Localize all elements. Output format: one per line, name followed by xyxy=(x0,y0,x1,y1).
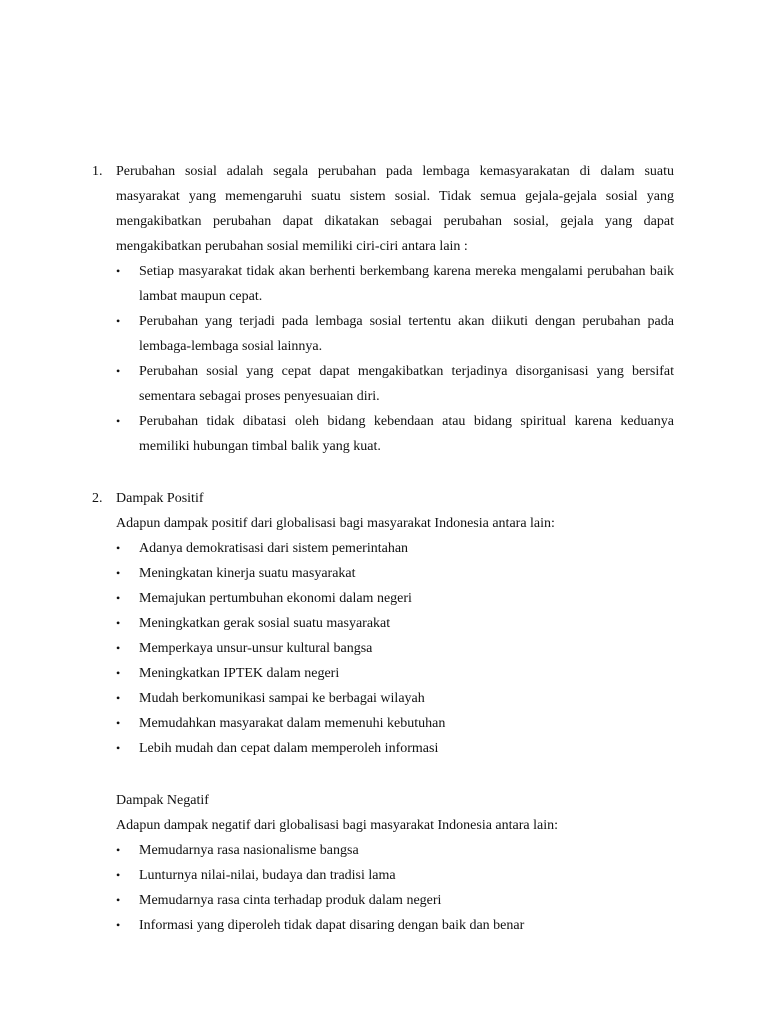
bullet-item xyxy=(116,711,674,736)
section-intro: Adapun dampak negatif dari globalisasi bagi masyarakat Indonesia antara lain: xyxy=(116,818,559,833)
list-item-body xyxy=(116,159,674,459)
bullet-item xyxy=(116,636,674,661)
bullet-item xyxy=(116,586,674,611)
bullet-icon: • xyxy=(116,641,121,655)
list-item-1 xyxy=(92,159,674,459)
bullet-text: Perubahan tidak dibatasi oleh bidang kebendaan atau bidang spiritual karena keduanya memiliki hubungan timbal balik yang kuat. xyxy=(139,414,674,454)
bullet-item xyxy=(116,913,674,938)
bullet-text: Meningkatkan gerak sosial suatu masyarakat xyxy=(139,616,391,631)
bullet-icon: • xyxy=(116,918,121,932)
bullet-icon: • xyxy=(116,264,121,278)
bullet-icon: • xyxy=(116,364,121,378)
bullet-item xyxy=(116,309,674,359)
bullet-text: Memperkaya unsur-unsur kultural bangsa xyxy=(139,641,373,656)
section-heading: Dampak Positif xyxy=(116,491,204,506)
list-item-2 xyxy=(92,486,674,761)
negative-impact-block xyxy=(92,788,674,938)
list-number: 2. xyxy=(92,491,103,506)
bullet-icon: • xyxy=(116,591,121,605)
bullet-text: Memudarnya rasa nasionalisme bangsa xyxy=(139,843,359,858)
list-item-body xyxy=(116,486,674,761)
bullet-icon: • xyxy=(116,843,121,857)
bullet-icon: • xyxy=(116,868,121,882)
section-heading: Dampak Negatif xyxy=(116,793,209,808)
bullet-text: Memudahkan masyarakat dalam memenuhi kebutuhan xyxy=(139,716,446,731)
bullet-icon: • xyxy=(116,314,121,328)
list-number: 1. xyxy=(92,164,103,179)
bullet-icon: • xyxy=(116,893,121,907)
bullet-text: Mudah berkomunikasi sampai ke berbagai wilayah xyxy=(139,691,425,706)
bullet-item xyxy=(116,661,674,686)
bullet-text: Meningkatan kinerja suatu masyarakat xyxy=(139,566,356,581)
bullet-text: Informasi yang diperoleh tidak dapat disaring dengan baik dan benar xyxy=(139,918,525,933)
bullet-icon: • xyxy=(116,716,121,730)
bullet-item xyxy=(116,409,674,459)
bullet-icon: • xyxy=(116,541,121,555)
bullet-text: Setiap masyarakat tidak akan berhenti berkembang karena mereka mengalami perubahan baik lambat maupun cepat. xyxy=(139,264,674,304)
bullet-icon: • xyxy=(116,666,121,680)
paragraph: Perubahan sosial adalah segala perubahan pada lembaga kemasyarakatan di dalam suatu masyarakat yang memengaruhi suatu sistem sosial. Tidak semua gejala-gejala sosial yang mengakibatkan perubahan dapat dikatakan sebagai perubahan sosial, gejala yang dapat mengakibatkan perubahan sosial memiliki ciri-ciri antara lain : xyxy=(116,164,674,254)
bullet-item xyxy=(116,359,674,409)
bullet-icon: • xyxy=(116,741,121,755)
bullet-item xyxy=(116,259,674,309)
bullet-list xyxy=(116,838,674,938)
bullet-item xyxy=(116,838,674,863)
bullet-text: Perubahan sosial yang cepat dapat mengakibatkan terjadinya disorganisasi yang bersifat sementara sebagai proses penyesuaian diri. xyxy=(139,364,674,404)
bullet-text: Perubahan yang terjadi pada lembaga sosial tertentu akan diikuti dengan perubahan pada lembaga-lembaga sosial lainnya. xyxy=(139,314,674,354)
list-item-body xyxy=(116,788,674,938)
bullet-item xyxy=(116,863,674,888)
bullet-text: Memajukan pertumbuhan ekonomi dalam negeri xyxy=(139,591,412,606)
bullet-item xyxy=(116,561,674,586)
bullet-icon: • xyxy=(116,566,121,580)
bullet-text: Meningkatkan IPTEK dalam negeri xyxy=(139,666,340,681)
section-intro: Adapun dampak positif dari globalisasi bagi masyarakat Indonesia antara lain: xyxy=(116,516,555,531)
bullet-item xyxy=(116,536,674,561)
bullet-list xyxy=(116,259,674,459)
bullet-icon: • xyxy=(116,691,121,705)
bullet-text: Adanya demokratisasi dari sistem pemerintahan xyxy=(139,541,409,556)
bullet-item xyxy=(116,686,674,711)
bullet-icon: • xyxy=(116,414,121,428)
bullet-text: Lebih mudah dan cepat dalam memperoleh informasi xyxy=(139,741,439,756)
bullet-text: Memudarnya rasa cinta terhadap produk dalam negeri xyxy=(139,893,442,908)
bullet-item xyxy=(116,736,674,761)
bullet-icon: • xyxy=(116,616,121,630)
bullet-text: Lunturnya nilai-nilai, budaya dan tradisi lama xyxy=(139,868,396,883)
bullet-list xyxy=(116,536,674,761)
bullet-item xyxy=(116,611,674,636)
bullet-item xyxy=(116,888,674,913)
